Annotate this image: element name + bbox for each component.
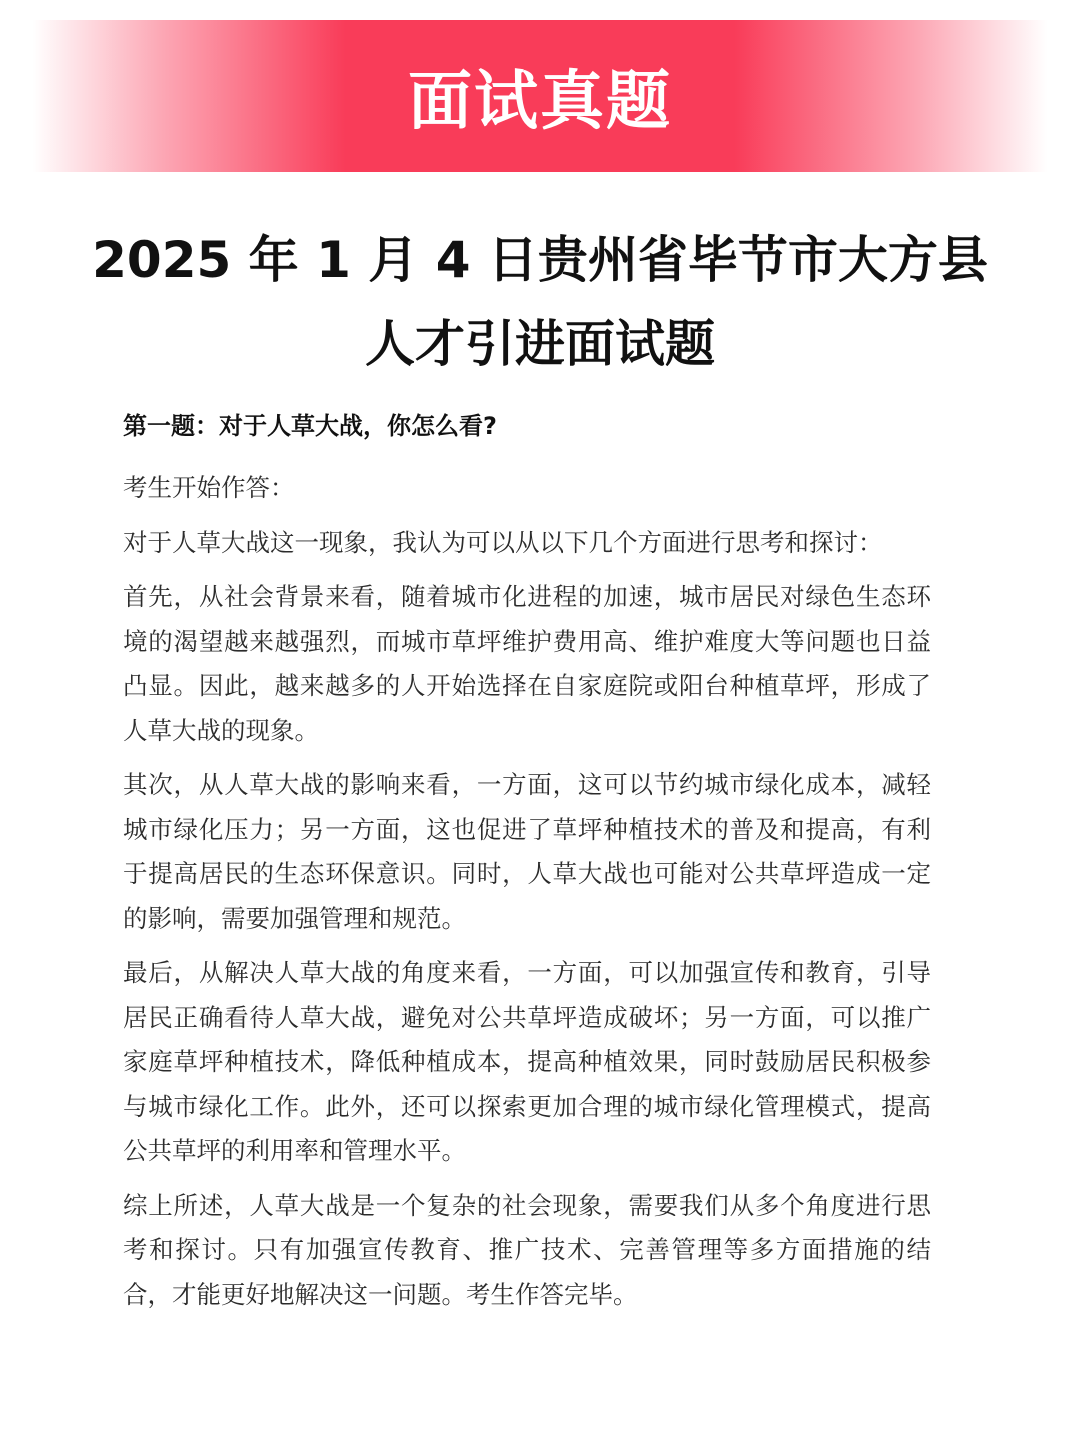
- answer-paragraph-1: 对于人草大战这一现象，我认为可以从以下几个方面进行思考和探讨：: [123, 527, 883, 557]
- article-body: [123, 404, 931, 1327]
- page-title: 2025 年 1 月 4 日贵州省毕节市大方县人才引进面试题: [92, 231, 988, 373]
- answer-intro: 考生开始作答：: [123, 473, 295, 502]
- header-banner: [0, 20, 1080, 172]
- banner-title: 面试真题: [408, 65, 672, 139]
- answer-conclusion: 综上所述，人草大战是一个复杂的社会现象，需要我们从多个角度进行思考和探讨。只有加强宣传教育、推广技术、完善管理等多方面措施的结合，才能更好地解决这一问题。考生作答完毕。: [123, 1190, 931, 1309]
- answer-paragraph-4: 最后，从解决人草大战的角度来看，一方面，可以加强宣传和教育，引导居民正确看待人草大战，避免对公共草坪造成破坏；另一方面，可以推广家庭草坪种植技术，降低种植成本，提高种植效果，同时鼓励居民积极参与城市绿化工作。此外，还可以探索更加合理的城市绿化管理模式，提高公共草坪的利用率和管理水平。: [123, 958, 931, 1165]
- answer-paragraph-2: 首先，从社会背景来看，随着城市化进程的加速，城市居民对绿色生态环境的渴望越来越强烈，而城市草坪维护费用高、维护难度大等问题也日益凸显。因此，越来越多的人开始选择在自家庭院或阳台种植草坪，形成了人草大战的现象。: [123, 582, 931, 745]
- question-heading: 第一题：对于人草大战，你怎么看?: [123, 412, 497, 440]
- answer-paragraph-3: 其次，从人草大战的影响来看，一方面，这可以节约城市绿化成本，减轻城市绿化压力；另一方面，这也促进了草坪种植技术的普及和提高，有利于提高居民的生态环保意识。同时，人草大战也可能对公共草坪造成一定的影响，需要加强管理和规范。: [123, 770, 931, 933]
